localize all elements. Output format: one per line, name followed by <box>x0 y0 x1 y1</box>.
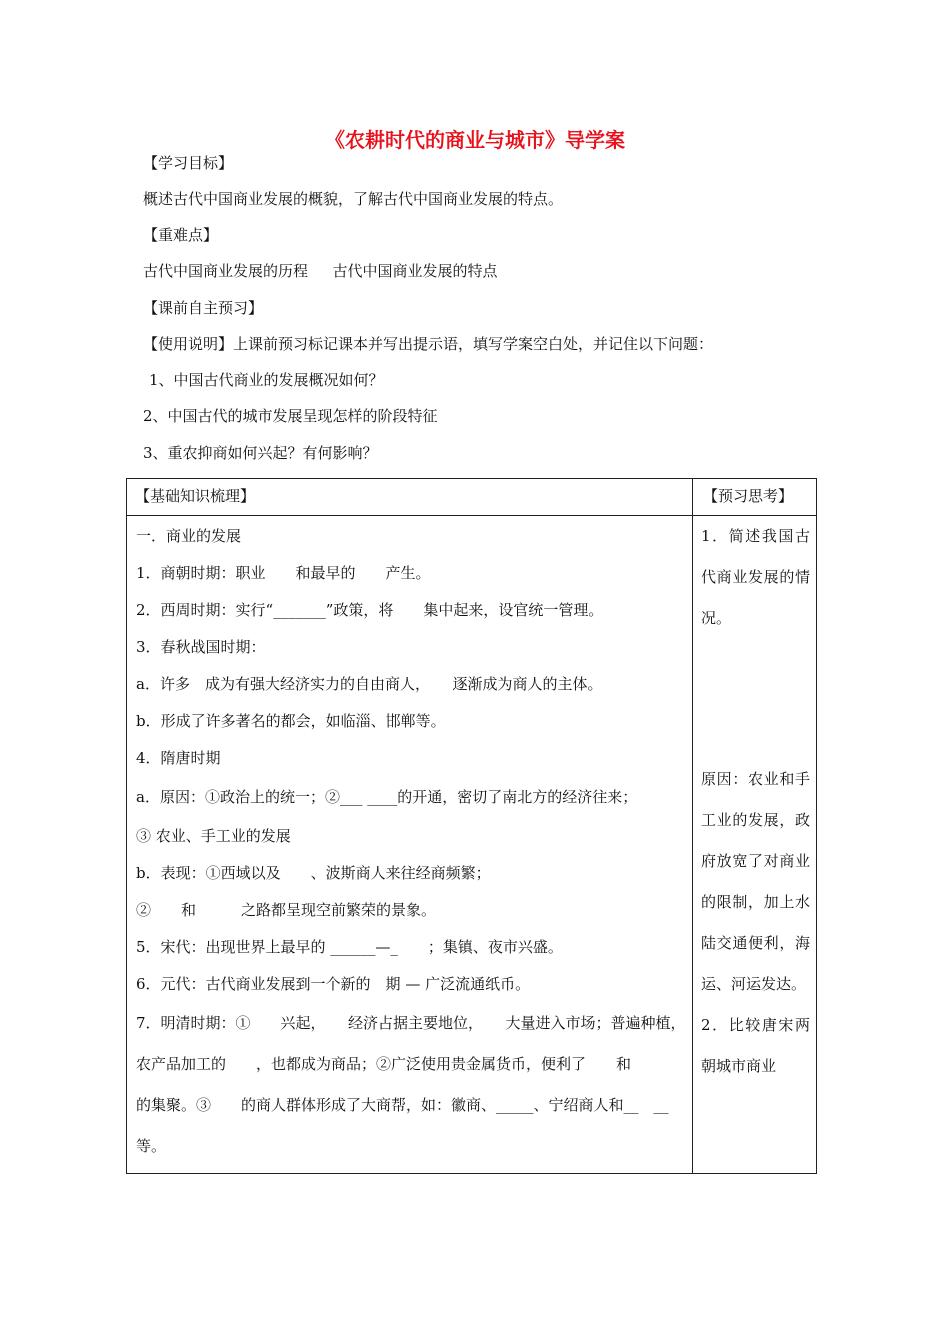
question-2: 2、中国古代的城市发展呈现怎样的阶段特征 <box>143 407 438 425</box>
table-header-left <box>127 479 693 516</box>
preview-heading: 【课前自主预习】 <box>143 299 264 317</box>
basic-knowledge-header: 【基础知识梳理】 <box>135 487 256 505</box>
preview-thinking-cell <box>693 516 817 1174</box>
objectives-heading: 【学习目标】 <box>143 154 234 172</box>
side-question-2: 2．比较唐宋两朝城市商业 <box>701 1016 810 1075</box>
content-line: 1．商朝时期：职业 和最早的 产生。 <box>136 564 431 582</box>
question-3: 3、重农抑商如何兴起？有何影响？ <box>143 444 378 462</box>
table-header-right <box>693 479 817 516</box>
study-table <box>126 478 817 1174</box>
side-question-1: 1．简述我国古代商业发展的情况。 <box>701 527 810 627</box>
document-title: 《农耕时代的商业与城市》导学案 <box>325 128 625 152</box>
content-line: 5．宋代：出现世界上最早的 ______—_ ；集镇、夜市兴盛。 <box>136 938 563 956</box>
content-line: 3．春秋战国时期： <box>136 638 266 656</box>
content-line: 6．元代：古代商业发展到一个新的 期 — 广泛流通纸币。 <box>136 975 531 993</box>
question-1: 1、中国古代商业的发展概况如何？ <box>149 371 384 389</box>
key-points-text: 古代中国商业发展的历程 古代中国商业发展的特点 <box>143 262 498 280</box>
side-answer-text: 原因：农业和手工业的发展，政府放宽了对商业的限制，加上水陆交通便利，海运、河运发达。 <box>701 770 810 993</box>
content-line: 一．商业的发展 <box>136 527 242 545</box>
preview-thinking-header: 【预习思考】 <box>703 487 794 505</box>
content-line: 4．隋唐时期 <box>136 749 221 767</box>
instructions-text: 【使用说明】上课前预习标记课本并写出提示语，填写学案空白处，并记住以下问题： <box>143 335 714 353</box>
content-line: 2．西周时期：实行“_______”政策，将 集中起来，设官统一管理。 <box>136 601 604 619</box>
content-line: ② 和 之路都呈现空前繁荣的景象。 <box>136 901 437 919</box>
objectives-text: 概述古代中国商业发展的概貌，了解古代中国商业发展的特点。 <box>143 190 564 208</box>
content-line: b．形成了许多著名的都会，如临淄、邯郸等。 <box>136 712 446 730</box>
answer-space <box>701 639 810 759</box>
content-line: a．许多 成为有强大经济实力的自由商人， 逐渐成为商人的主体。 <box>136 675 603 693</box>
content-line: 7．明清时期：① 兴起， 经济占据主要地位， 大量进入市场；普遍种植，农产品加工的 ，也都成为商品；②广泛使用贵金属货币，便利了 和 的集聚。③ 的商人群体形成了大商帮，如：徽商、_____、宁绍商人和__ __等。 <box>136 1014 686 1155</box>
key-points-heading: 【重难点】 <box>143 226 219 244</box>
knowledge-content-cell <box>127 516 693 1174</box>
content-line: ③ 农业、手工业的发展 <box>136 827 291 845</box>
content-line: a．原因：①政治上的统一；②___ ____的开通，密切了南北方的经济往来； <box>136 788 638 806</box>
content-line: b．表现：①西域以及 、波斯商人来往经商频繁； <box>136 864 491 882</box>
